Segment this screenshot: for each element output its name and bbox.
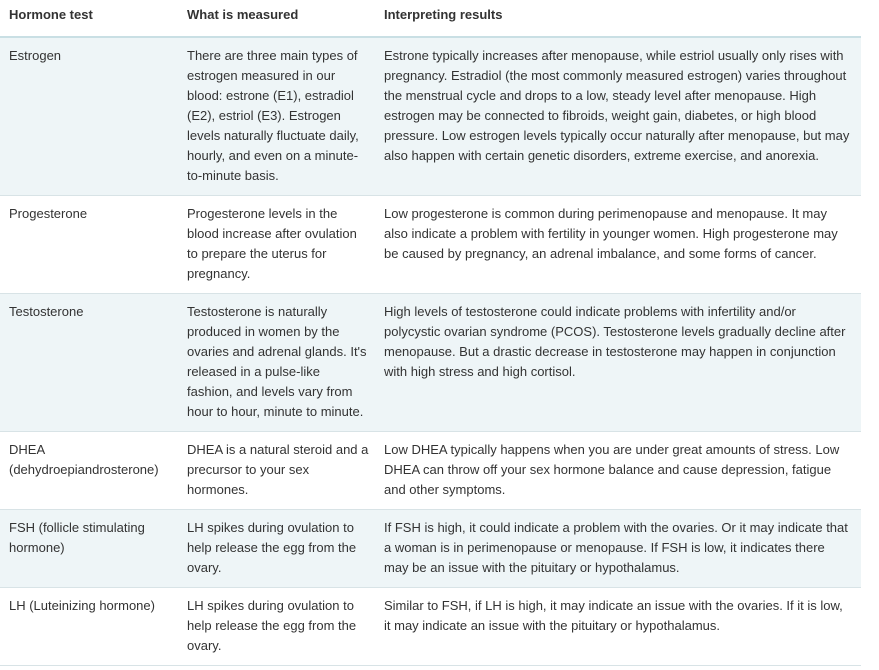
cell-what-is-measured: Testosterone is naturally produced in women by the ovaries and adrenal glands. It's released in a pulse-like fashion, and levels vary from hour to hour, minute to minute. — [178, 294, 375, 432]
table-row — [0, 294, 861, 432]
table-row — [0, 510, 861, 588]
cell-what-is-measured: LH spikes during ovulation to help release the egg from the ovary. — [178, 588, 375, 666]
cell-interpreting-results: Similar to FSH, if LH is high, it may indicate an issue with the ovaries. If it is low, it may indicate an issue with the pituitary or hypothalamus. — [375, 588, 861, 666]
header-hormone-test: Hormone test — [0, 0, 178, 37]
cell-what-is-measured: LH spikes during ovulation to help release the egg from the ovary. — [178, 510, 375, 588]
table-body — [0, 37, 861, 666]
table-header — [0, 0, 861, 37]
cell-interpreting-results: High levels of testosterone could indicate problems with infertility and/or polycystic ovarian syndrome (PCOS). Testosterone levels gradually decline after menopause. But a drastic decrease in testosterone may happen in conjunction with high stress and high cortisol. — [375, 294, 861, 432]
cell-hormone-test: FSH (follicle stimulating hormone) — [0, 510, 178, 588]
header-row — [0, 0, 861, 37]
header-interpreting-results: Interpreting results — [375, 0, 861, 37]
table-row — [0, 196, 861, 294]
cell-what-is-measured: Progesterone levels in the blood increase after ovulation to prepare the uterus for pregnancy. — [178, 196, 375, 294]
table-row — [0, 588, 861, 666]
cell-hormone-test: Estrogen — [0, 37, 178, 196]
cell-what-is-measured: There are three main types of estrogen measured in our blood: estrone (E1), estradiol (E2), estriol (E3). Estrogen levels naturally fluctuate daily, hourly, and even on a minute-to-minute basis. — [178, 37, 375, 196]
cell-interpreting-results: Low DHEA typically happens when you are under great amounts of stress. Low DHEA can throw off your sex hormone balance and cause depression, fatigue and other symptoms. — [375, 432, 861, 510]
cell-hormone-test: Progesterone — [0, 196, 178, 294]
cell-hormone-test: LH (Luteinizing hormone) — [0, 588, 178, 666]
cell-interpreting-results: Estrone typically increases after menopause, while estriol usually only rises with pregnancy. Estradiol (the most commonly measured estrogen) varies throughout the menstrual cycle and drops to a low, steady level after menopause. High estrogen may be connected to fibroids, weight gain, diabetes, or high blood pressure. Low estrogen levels typically occur naturally after menopause, but may also happen with certain genetic disorders, extreme exercise, and anorexia. — [375, 37, 861, 196]
cell-hormone-test: Testosterone — [0, 294, 178, 432]
cell-interpreting-results: Low progesterone is common during perimenopause and menopause. It may also indicate a problem with fertility in younger women. High progesterone may be caused by pregnancy, an adrenal imbalance, and some forms of cancer. — [375, 196, 861, 294]
table-row — [0, 37, 861, 196]
cell-interpreting-results: If FSH is high, it could indicate a problem with the ovaries. Or it may indicate that a woman is in perimenopause or menopause. If FSH is low, it indicates there may be an issue with the pituitary or hypothalamus. — [375, 510, 861, 588]
table-row — [0, 432, 861, 510]
cell-hormone-test: DHEA (dehydroepiandrosterone) — [0, 432, 178, 510]
header-what-is-measured: What is measured — [178, 0, 375, 37]
cell-what-is-measured: DHEA is a natural steroid and a precursor to your sex hormones. — [178, 432, 375, 510]
